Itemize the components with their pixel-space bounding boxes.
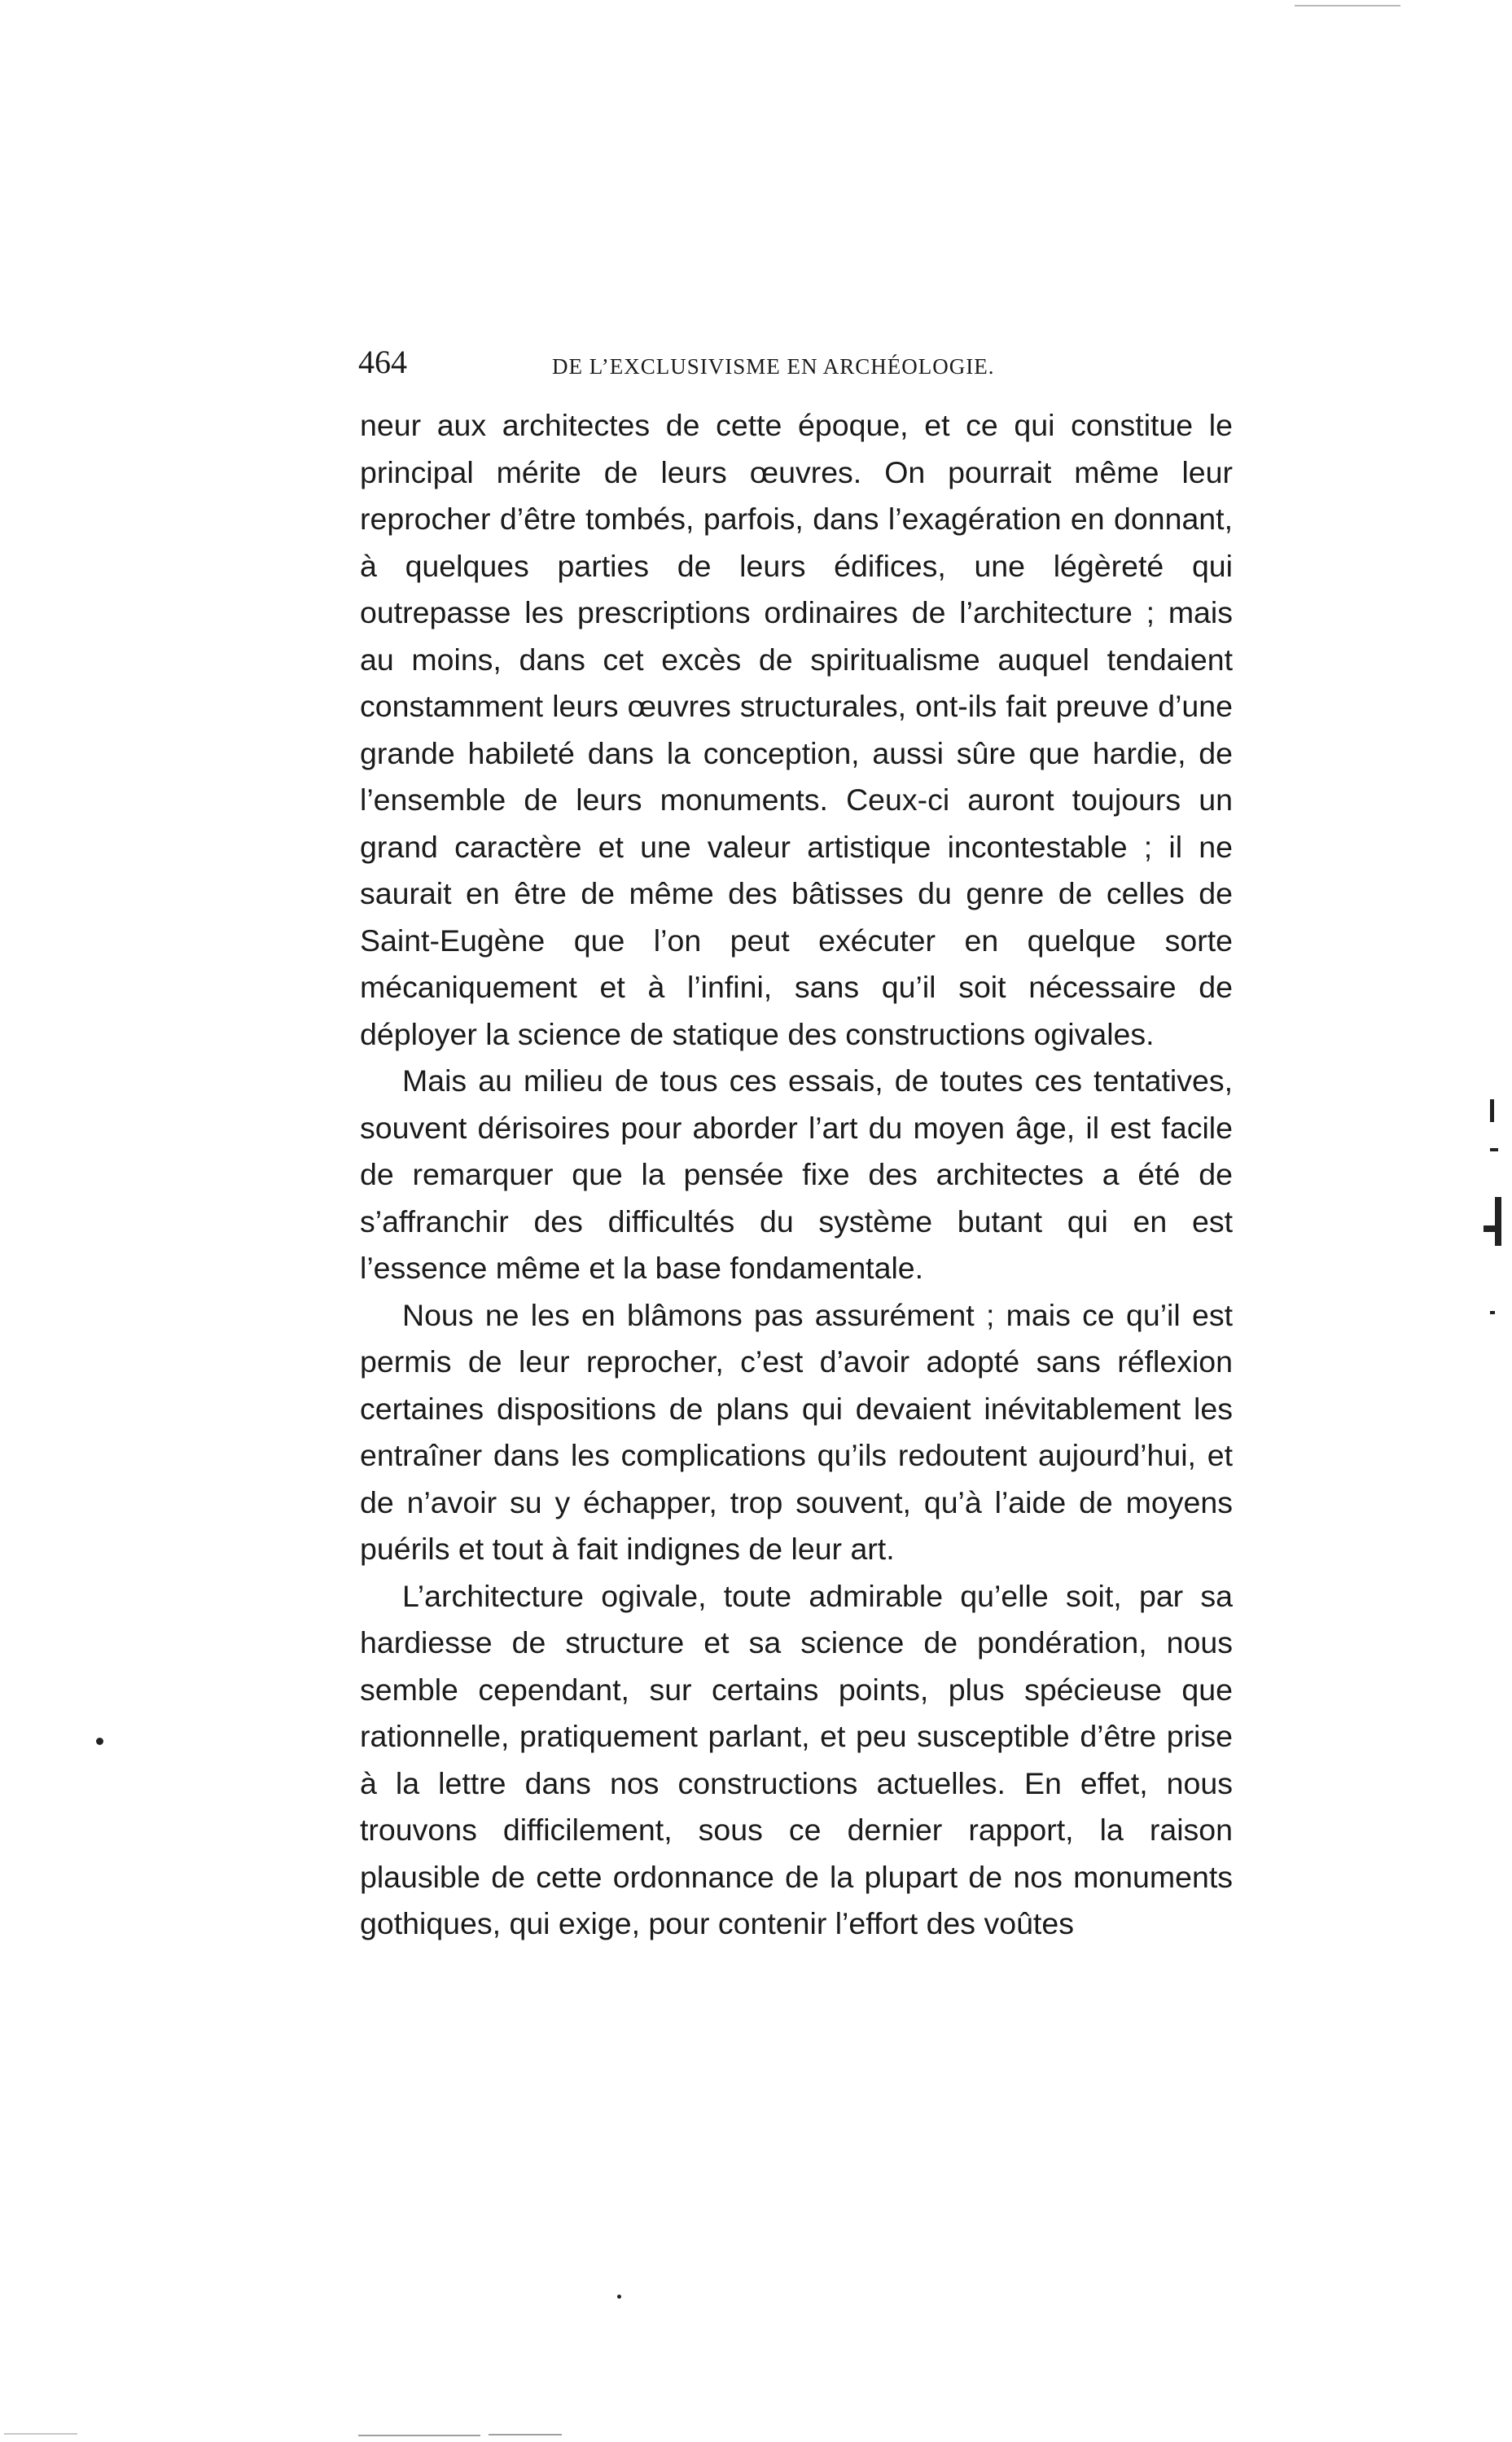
scan-line-bottom-1 (358, 2435, 480, 2436)
paragraph-4: L’architecture ogivale, toute admirable qu’elle soit, par sa hardiesse de structure et sa science de pondération, nous semble cependant, sur certains points, plus spécieuse que rationnelle, pratiquement parlant, et peu susceptible d’être prise à la lettre dans nos constructions actuelles. En effet, nous trouvons difficilement, sous ce dernier rapport, la raison plausible de cette ordonnance de la plupart de nos monuments gothiques, qui exige, pour contenir l’effort des voûtes (360, 1578, 1233, 1940)
page-header (358, 342, 1238, 391)
paragraph-3: Nous ne les en blâmons pas assurément ; mais ce qu’il est permis de leur reprocher, c’est d’avoir adopté sans réflexion certaines dispositions de plans qui devaient inévitablement les entraîner dans les complications qu’ils redoutent aujourd’hui, et de n’avoir su y échapper, trop souvent, qu’à l’aide de moyens puérils et tout à fait indignes de leur art. (360, 1297, 1233, 1566)
scan-dot-bottom (617, 2295, 621, 2299)
scan-mark-right-2 (1490, 1148, 1498, 1151)
scan-line-top (1295, 5, 1400, 7)
scan-mark-right-1 (1490, 1099, 1494, 1122)
scan-line-bottom-2 (489, 2434, 562, 2435)
paragraph-2: Mais au milieu de tous ces essais, de toutes ces tentatives, souvent dérisoires pour aborder l’art du moyen âge, il est facile de remarquer que la pensée fixe des architectes a été de s’affranchir des difficultés du système butant qui en est l’essence même et la base fondamentale. (360, 1063, 1233, 1285)
running-title: DE L’EXCLUSIVISME EN ARCHÉOLOGIE. (552, 354, 995, 379)
scan-mark-right-5 (1490, 1311, 1495, 1314)
paragraph-1: neur aux architectes de cette époque, et ce qui constitue le principal mérite de leurs œuvres. On pourrait même leur reprocher d’être tombés, parfois, dans l’exagération en donnant, à quelques parties de leurs édifices, une légèreté qui outrepasse les prescriptions ordinaires de l’architecture ; mais au moins, dans cet excès de spiritualisme auquel tendaient constamment leurs œuvres structurales, ont-ils fait preuve d’une grande habileté dans la conception, aussi sûre que hardie, de l’ensemble de leurs monuments. Ceux-ci auront toujours un grand caractère et une valeur artistique incontestable ; il ne saurait en être de même des bâtisses du genre de celles de Saint-Eugène que l’on peut exécuter en quelque sorte mécaniquement et à l’infini, sans qu’il soit nécessaire de déployer la science de statique des constructions ogivales. (360, 408, 1233, 1051)
scan-mark-right-4 (1484, 1225, 1498, 1232)
page-number: 464 (358, 344, 407, 380)
body-text (360, 402, 1233, 1948)
scan-mark-right-3 (1495, 1197, 1501, 1246)
scan-line-bottom-3 (4, 2433, 77, 2435)
scan-dot-left (96, 1738, 103, 1745)
